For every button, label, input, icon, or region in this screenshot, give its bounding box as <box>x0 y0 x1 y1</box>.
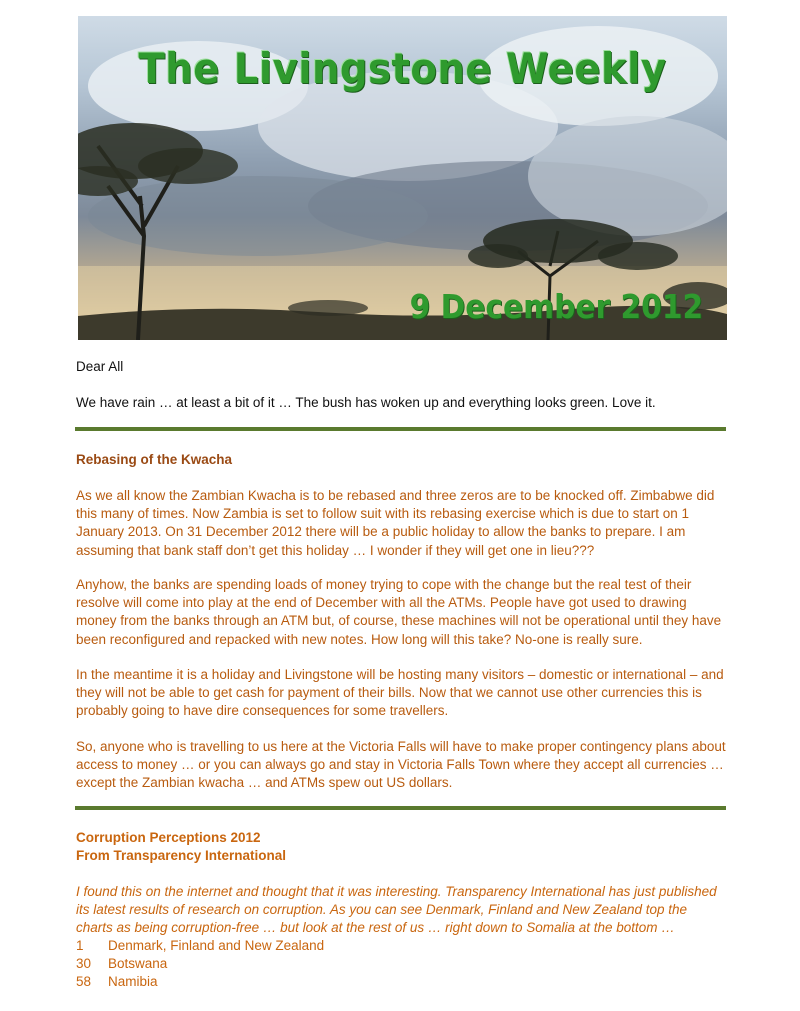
newsletter-banner <box>78 16 727 340</box>
rank-number: 1 <box>76 938 84 953</box>
rank-number: 58 <box>76 974 92 990</box>
kwacha-paragraph-1: As we all know the Zambian Kwacha is to be rebased and three zeros are to be knocked off. Zimbabwe did this many of times. Now Zambia is set to follow suit with its rebasing exercise which is due to start on 1 January 2013. On 31 December 2012 there will be a public holiday to allow the banks to prepare. I am assuming that bank staff don’t get this holiday … I wonder if they will get one in lieu??? <box>76 488 715 558</box>
kwacha-paragraph-3: In the meantime it is a holiday and Livingstone will be hosting many visitors – domestic or international – and they will not be able to get cash for payment of their bills. Now that we cannot use other currencies this is probably going to have dire consequences for some travellers. <box>76 667 724 719</box>
rank-country: Botswana <box>108 956 168 972</box>
kwacha-paragraph-4: So, anyone who is travelling to us here at the Victoria Falls will have to make proper contingency plans about access to money … or you can always go and stay in Victoria Falls Town where they accept all currencies … except the Zambian kwacha … and ATMs spew out US dollars. <box>76 739 726 791</box>
section-divider <box>75 427 726 431</box>
list-item <box>76 937 726 955</box>
intro-paragraph: We have rain … at least a bit of it … The bush has woken up and everything looks green. Love it. <box>76 395 656 410</box>
section-heading-corruption: Corruption Perceptions 2012 <box>76 830 261 845</box>
rank-country: Namibia <box>108 974 158 990</box>
newsletter-title: The Livingstone Weekly <box>138 44 667 93</box>
corruption-intro: I found this on the internet and thought that it was interesting. Transparency International has just published its latest results of research on corruption. As you can see Denmark, Finland and New Zealand top the charts as being corruption-free … but look at the rest of us … right down to Somalia at the bottom … <box>76 884 717 936</box>
kwacha-paragraph-2: Anyhow, the banks are spending loads of money trying to cope with the change but the real test of their resolve will come into play at the end of December with all the ATMs. People have got used to drawing money from the banks through an ATM but, of course, these machines will not be operational until they have been reconfigured and repacked with new notes. How long will this take? No-one is really sure. <box>76 577 722 647</box>
rank-country: Denmark, Finland and New Zealand <box>108 938 325 953</box>
section-divider <box>75 806 726 810</box>
greeting: Dear All <box>76 359 124 374</box>
section-heading-kwacha: Rebasing of the Kwacha <box>76 452 233 467</box>
section-subheading-source: From Transparency International <box>76 848 287 863</box>
rank-number: 30 <box>76 956 92 972</box>
newsletter-date: 9 December 2012 <box>409 287 703 326</box>
rankings-list <box>76 937 726 992</box>
list-item <box>76 973 726 991</box>
list-item <box>76 955 726 973</box>
